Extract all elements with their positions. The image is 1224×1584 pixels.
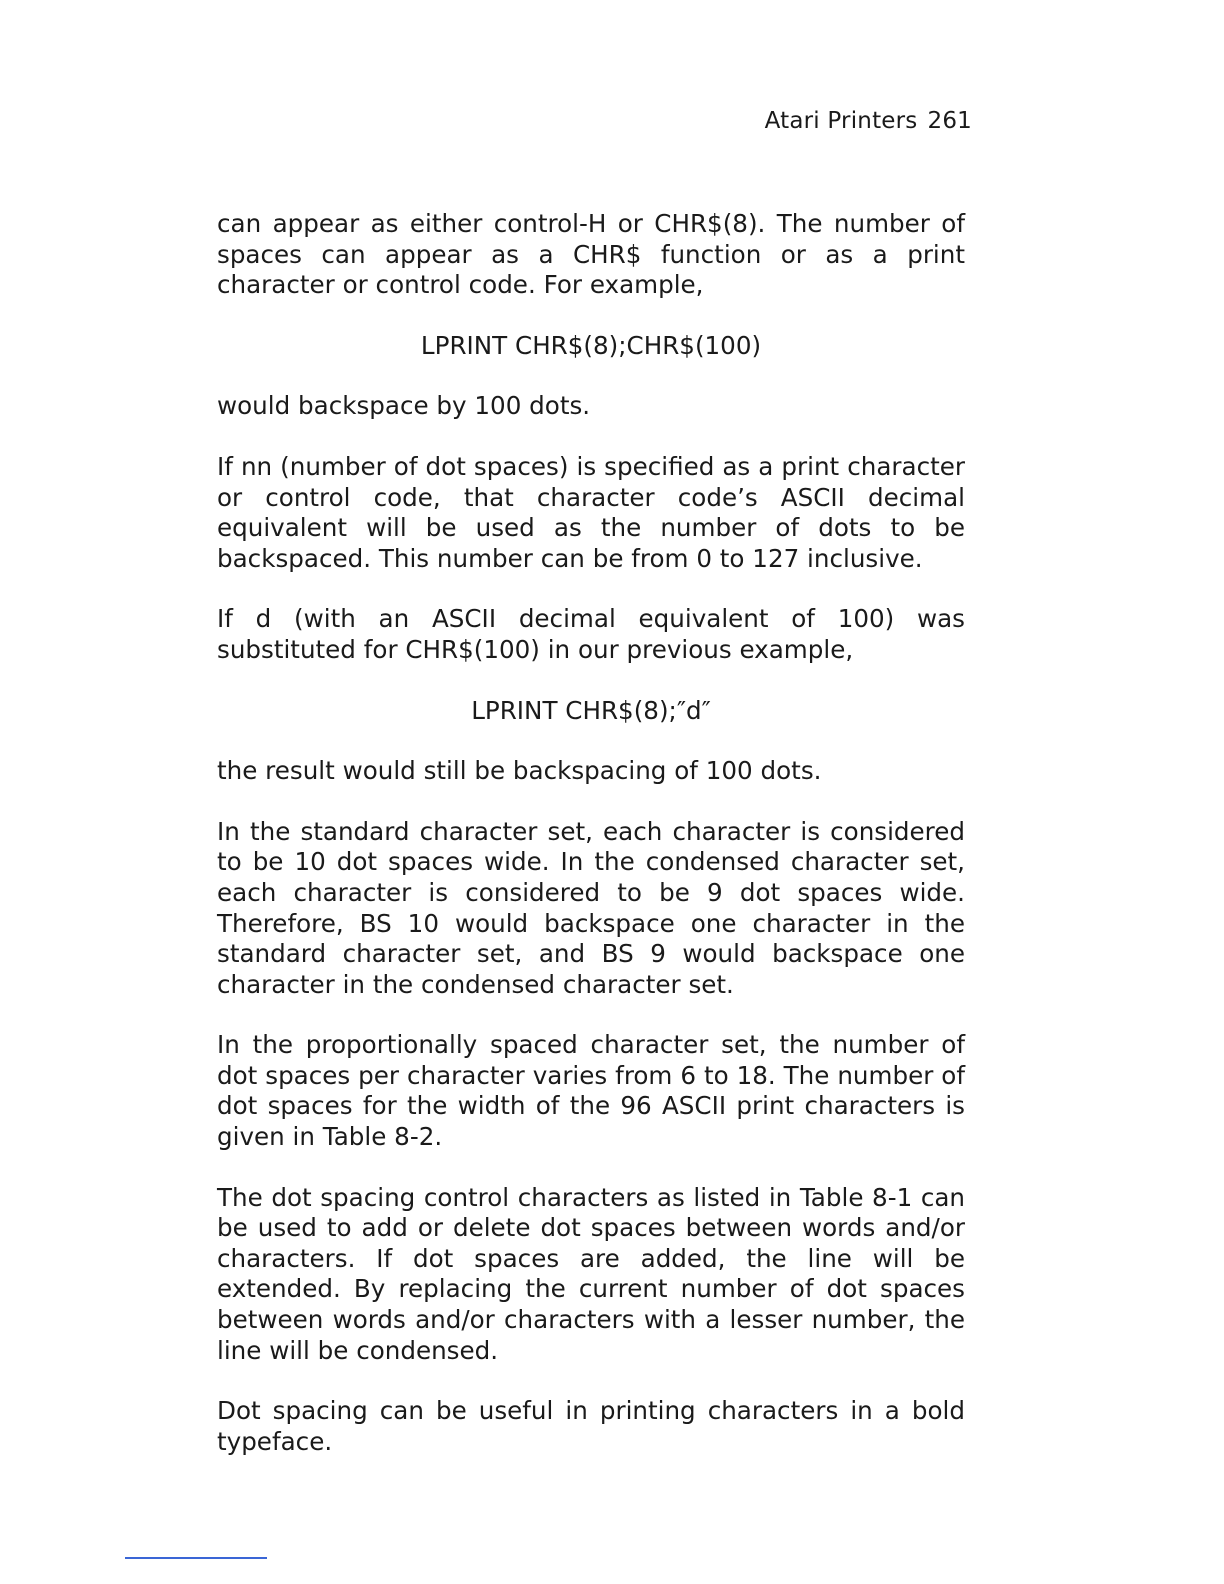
paragraph-3: If nn (number of dot spaces) is specified as a print character or control code, that character code’s ASCII decimal equivalent will be used as the number of dots to be backspaced. This number can be from 0 to 127 inclusive. xyxy=(217,451,965,573)
body-text xyxy=(217,209,965,1487)
running-head-title: Atari Printers xyxy=(764,108,918,134)
paragraph-7: In the proportionally spaced character set, the number of dot spaces per character varies from 6 to 18. The number of dot spaces for the width of the 96 ASCII print characters is given in Table 8-2. xyxy=(217,1030,965,1152)
page-number: 261 xyxy=(927,108,972,134)
running-head xyxy=(765,108,972,134)
paragraph-2: would backspace by 100 dots. xyxy=(217,391,591,421)
paragraph-8: The dot spacing control characters as listed in Table 8-1 can be used to add or delete dot spaces between words and/or characters. If dot spaces are added, the line will be extended. By replacing the current number of dot spaces between words and/or characters with a lesser number, the line will be condensed. xyxy=(217,1182,965,1365)
paragraph-9: Dot spacing can be useful in printing characters in a bold typeface. xyxy=(217,1396,965,1456)
bottom-rule xyxy=(125,1557,267,1559)
paragraph-6: In the standard character set, each character is considered to be 10 dot spaces wide. In the condensed character set, each character is considered to be 9 dot spaces wide. Therefore, BS 10 would backspace one character in the standard character set, and BS 9 would backspace one character in the condensed character set. xyxy=(217,816,965,999)
paragraph-1: can appear as either control-H or CHR$(8). The number of spaces can appear as a CHR$ function or as a print character or control code. For example, xyxy=(217,209,965,300)
paragraph-5: the result would still be backspacing of 100 dots. xyxy=(217,756,822,786)
code-example-1: LPRINT CHR$(8);CHR$(100) xyxy=(420,330,762,360)
paragraph-4: If d (with an ASCII decimal equivalent of 100) was substituted for CHR$(100) in our previous example, xyxy=(217,604,965,664)
code-example-2: LPRINT CHR$(8);″d″ xyxy=(471,695,711,725)
